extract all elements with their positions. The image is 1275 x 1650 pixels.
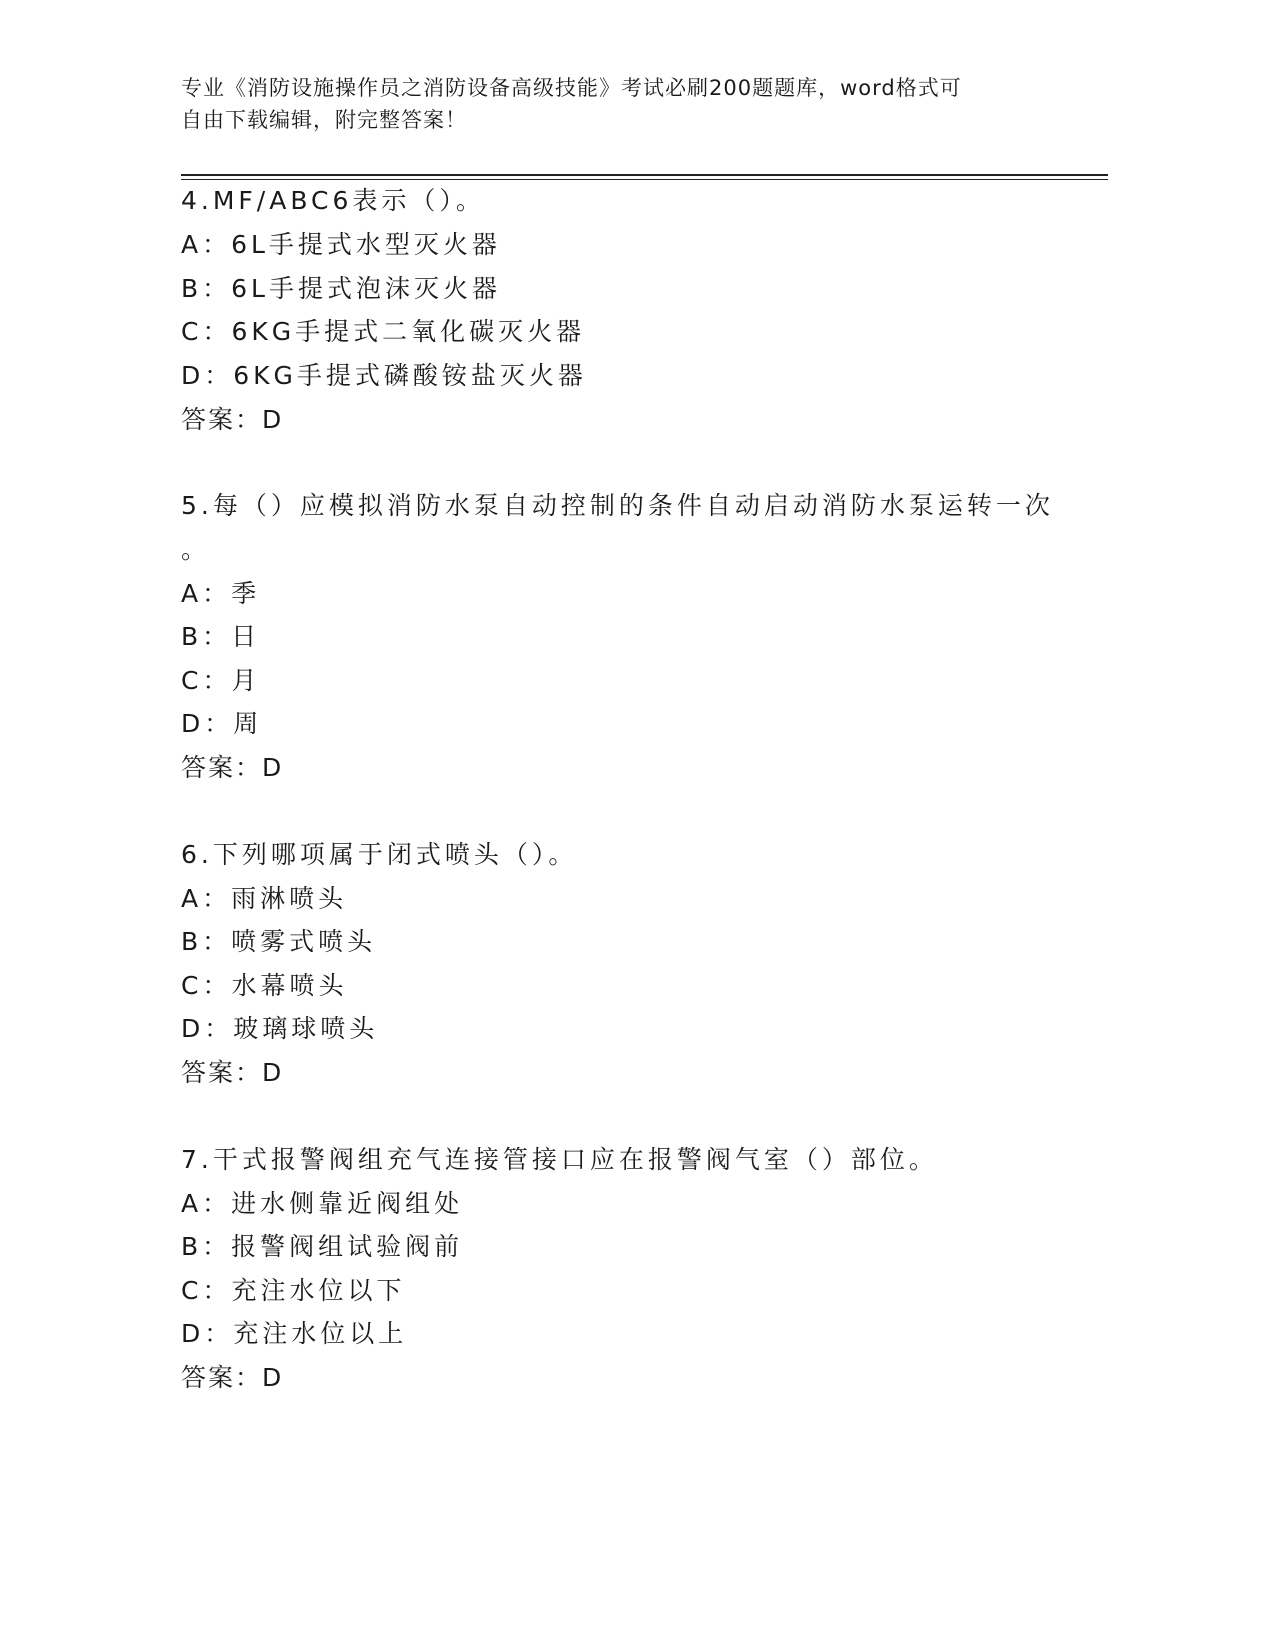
question-4-option-d: D：6KG手提式磷酸铵盐灭火器	[181, 361, 587, 390]
question-4-stem: 4.MF/ABC6表示（）。	[181, 186, 485, 215]
question-6-option-a: A：雨淋喷头	[181, 884, 348, 913]
question-4-option-c: C：6KG手提式二氧化碳灭火器	[181, 317, 586, 346]
question-7-option-d: D：充注水位以上	[181, 1319, 408, 1348]
question-5-option-c: C：月	[181, 666, 261, 695]
question-4-option-a: A：6L手提式水型灭火器	[181, 230, 501, 259]
question-5-option-d: D：周	[181, 709, 263, 738]
question-5-option-a: A：季	[181, 579, 261, 608]
question-5-stem-continuation: 。	[181, 535, 211, 564]
question-6-stem: 6.下列哪项属于闭式喷头（）。	[181, 840, 578, 869]
header-title-line-1: 专业《消防设施操作员之消防设备高级技能》考试必刷200题题库，word格式可	[181, 76, 962, 100]
question-5-option-b: B：日	[181, 622, 261, 651]
document-header	[181, 72, 1081, 136]
question-5-answer: 答案：D	[181, 753, 284, 782]
question-7-option-c: C：充注水位以下	[181, 1276, 406, 1305]
question-6-option-b: B：喷雾式喷头	[181, 927, 377, 956]
question-7-answer: 答案：D	[181, 1363, 284, 1392]
question-6-answer: 答案：D	[181, 1058, 284, 1087]
question-7-stem: 7.干式报警阀组充气连接管接口应在报警阀气室（）部位。	[181, 1145, 938, 1174]
question-6-option-d: D：玻璃球喷头	[181, 1014, 379, 1043]
header-divider-thick	[181, 174, 1108, 176]
question-6-option-c: C：水幕喷头	[181, 971, 348, 1000]
question-4-answer: 答案：D	[181, 405, 284, 434]
question-5-stem: 5.每（）应模拟消防水泵自动控制的条件自动启动消防水泵运转一次	[181, 491, 1054, 520]
question-7-option-b: B：报警阀组试验阀前	[181, 1232, 464, 1261]
header-title-line-2: 自由下载编辑，附完整答案！	[181, 108, 467, 132]
question-7-option-a: A：进水侧靠近阀组处	[181, 1189, 464, 1218]
question-4-option-b: B：6L手提式泡沫灭火器	[181, 274, 501, 303]
header-divider-thin	[181, 179, 1108, 180]
